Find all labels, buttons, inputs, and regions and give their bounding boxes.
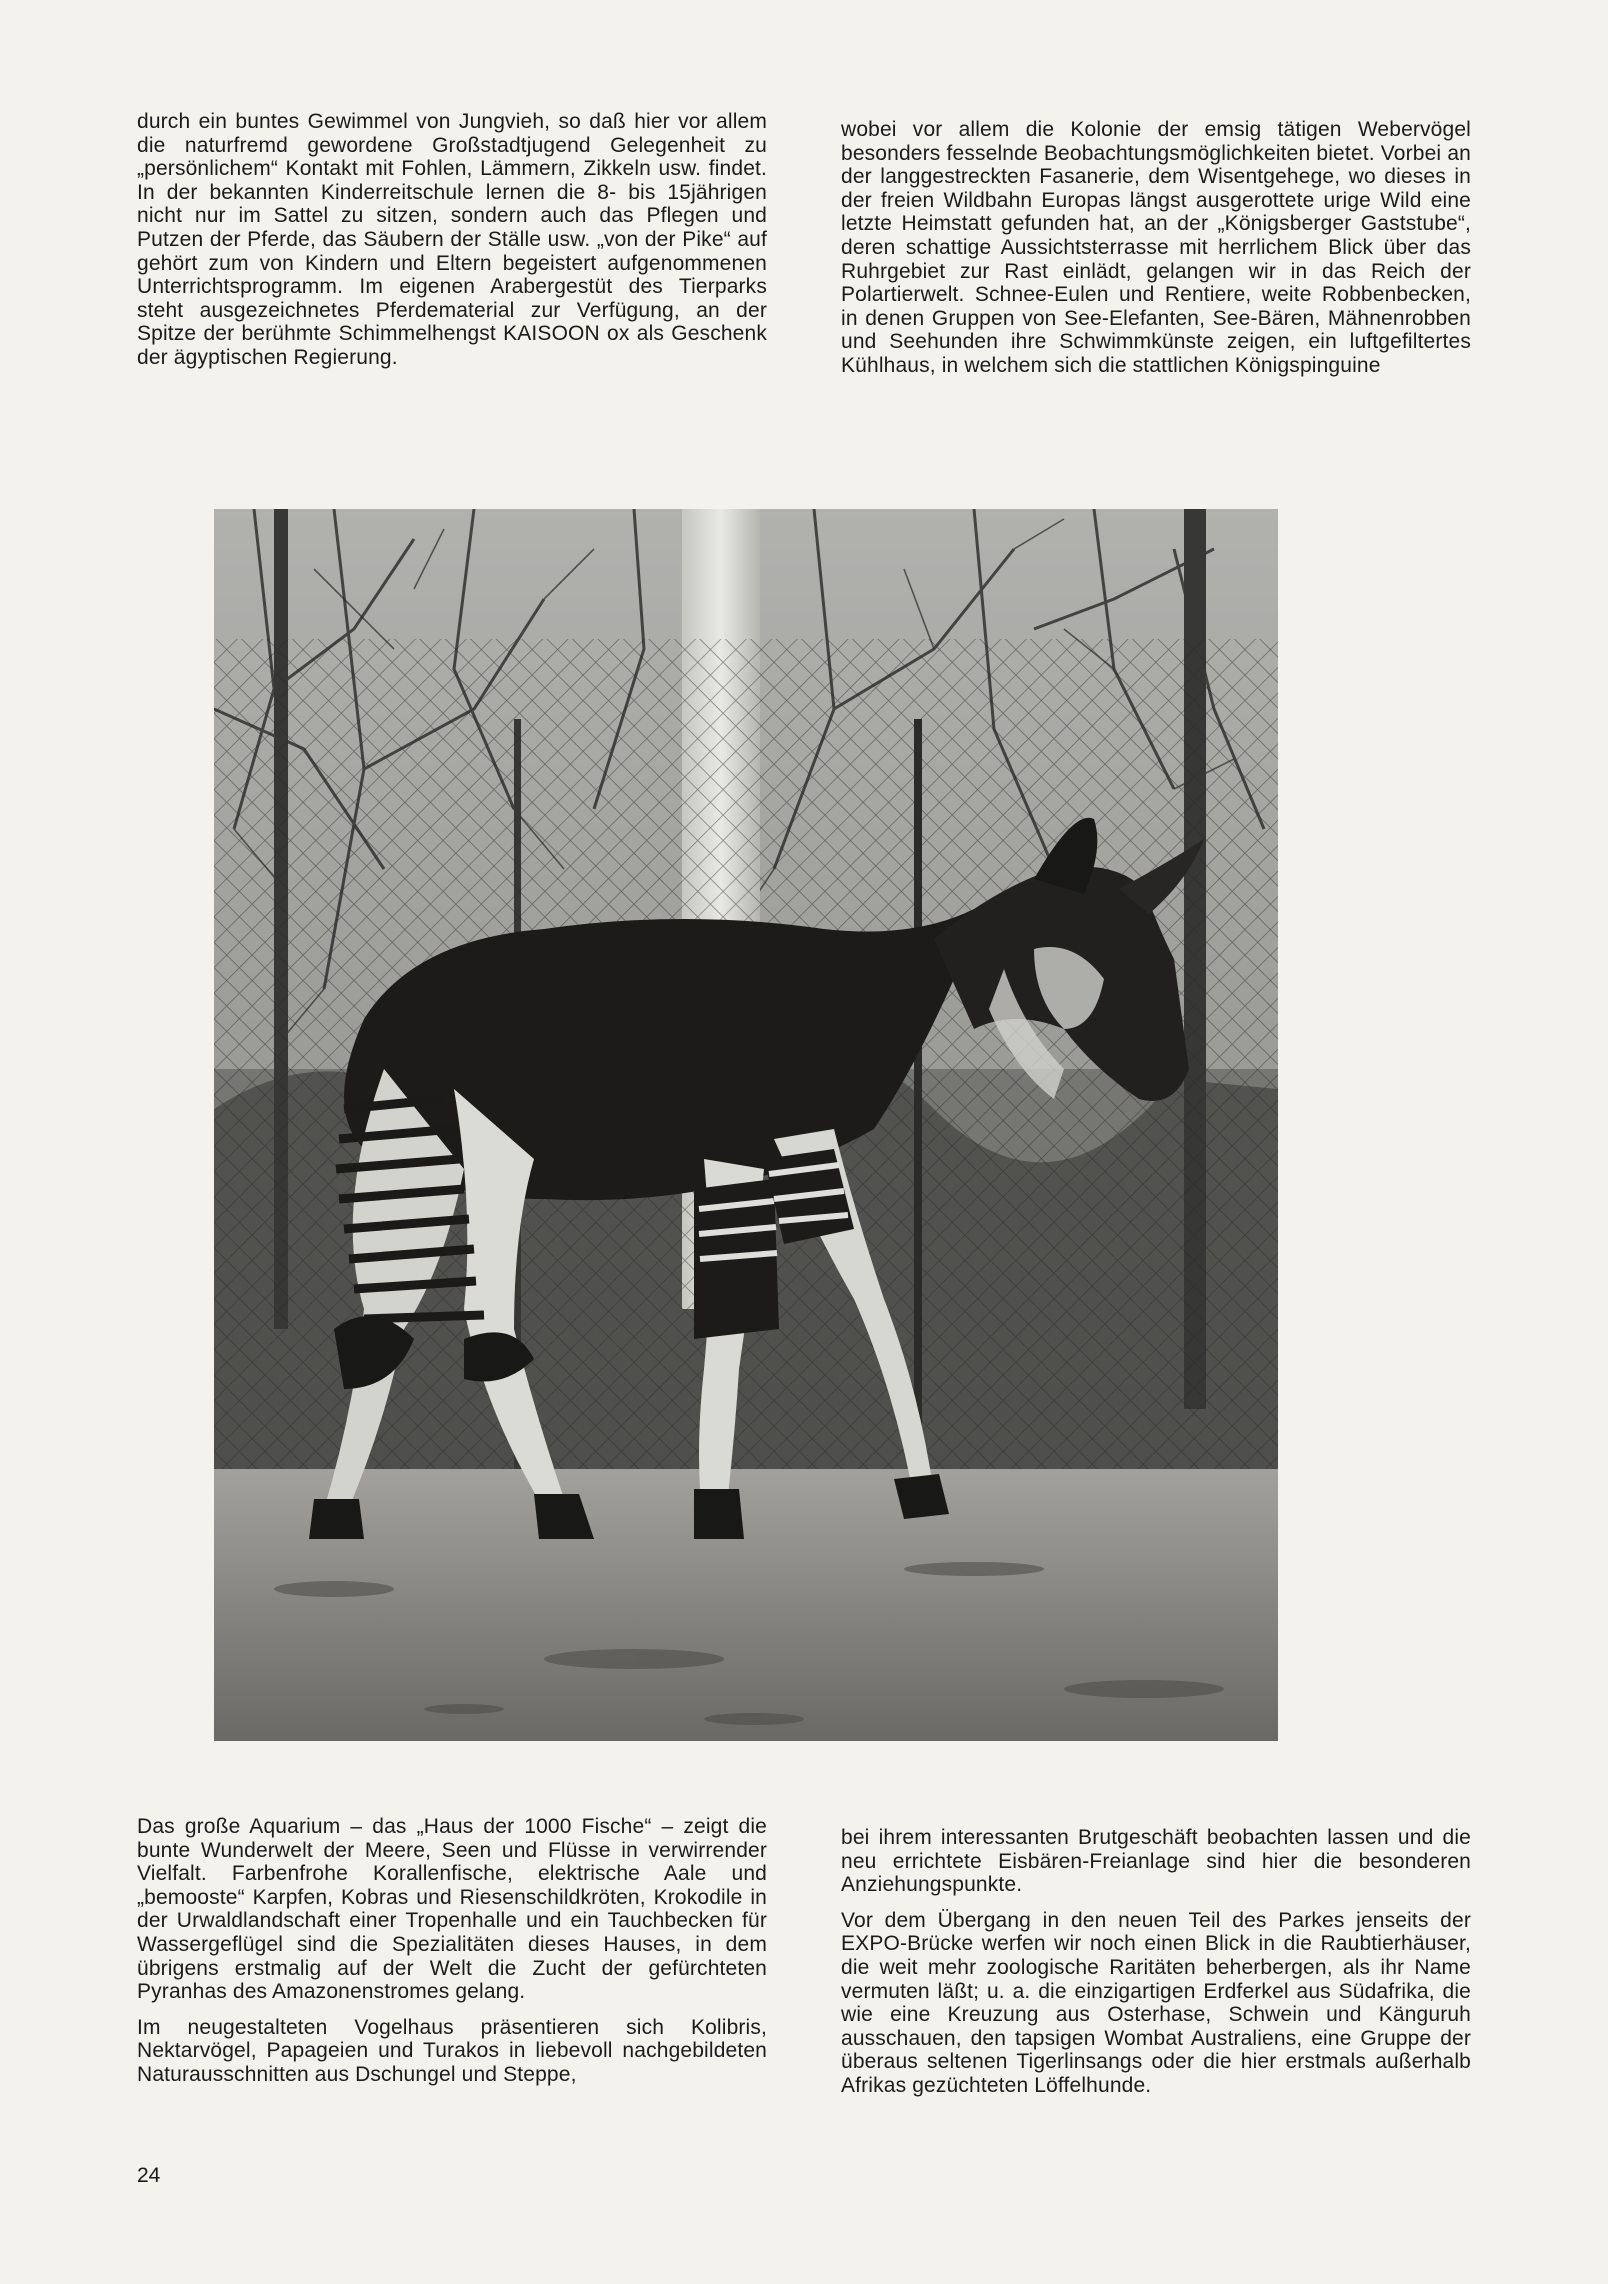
text-column-bottom-left <box>137 1815 767 2087</box>
paragraph: Das große Aquarium – das „Haus der 1000 Fische“ – zeigt die bunte Wunderwelt der Meere, Seen und Flüsse in verwirrender Vielfalt. Farbenfrohe Korallenfische, elektrische Aale und „bemooste“ Karpfen, Kobras und Riesenschildkröten, Krokodile in der Urwaldlandschaft einer Tropenhalle und ein Tauchbecken für Wassergeflügel sind die Spezialitäten dieses Hauses, in dem übrigens erstmalig auf der Welt die Zucht der gefürchteten Pyranhas des Amazonenstromes gelang. <box>137 1815 767 2004</box>
okapi-photo <box>214 509 1278 1741</box>
text-column-bottom-right <box>841 1826 1471 2098</box>
paragraph: durch ein buntes Gewimmel von Jungvieh, so daß hier vor allem die naturfremd gewordene Großstadtjugend Gelegenheit zu „persönlichem“ Kontakt mit Fohlen, Lämmern, Zikkeln usw. findet. In der bekannten Kinderreitschule lernen die 8- bis 15jährigen nicht nur im Sattel zu sitzen, sondern auch das Pflegen und Putzen der Pferde, das Säubern der Ställe usw. „von der Pike“ auf gehört zum von Kindern und Eltern begeistert aufgenommenen Unterrichtsprogramm. Im eigenen Arabergestüt des Tierparks steht ausgezeichnetes Pferdematerial zur Verfügung, an der Spitze der berühmte Schimmelhengst KAISOON ox als Geschenk der ägyptischen Regierung. <box>137 110 767 369</box>
paragraph: bei ihrem interessanten Brutgeschäft beobachten lassen und die neu errichtete Eisbären-Freianlage sind hier die besonderen Anziehungspunkte. <box>841 1826 1471 1897</box>
paragraph: Im neugestalteten Vogelhaus präsentieren sich Kolibris, Nektarvögel, Papageien und Turakos in liebevoll nachgebildeten Naturausschnitten aus Dschungel und Steppe, <box>137 2015 767 2086</box>
text-column-top-left <box>137 110 767 370</box>
text-column-top-right <box>841 118 1471 378</box>
paragraph: Vor dem Übergang in den neuen Teil des Parkes jenseits der EXPO-Brücke werfen wir noch einen Blick in die Raubtierhäuser, die weit mehr zoologische Raritäten beherbergen, als ihr Name vermuten läßt; u. a. die einzigartigen Erdferkel aus Südafrika, die wie eine Kreuzung aus Osterhase, Schwein und Känguruh ausschauen, den tapsigen Wombat Australiens, eine Gruppe der überaus seltenen Tigerlinsangs oder die hier erstmals außerhalb Afrikas gezüchteten Löffelhunde. <box>841 1908 1471 2097</box>
paragraph: wobei vor allem die Kolonie der emsig tätigen Webervögel besonders fesselnde Beobachtungsmöglichkeiten bietet. Vorbei an der langgestreckten Fasanerie, dem Wisentgehege, wo dieses in der freien Wildbahn Europas längst ausgerottete urige Wild eine letzte Heimstatt gefunden hat, an der „Königsberger Gaststube“, deren schattige Aussichtsterrasse mit herrlichem Blick über das Ruhrgebiet zur Rast einlädt, gelangen wir in das Reich der Polartierwelt. Schnee-Eulen und Rentiere, weite Robbenbecken, in denen Gruppen von See-Elefanten, See-Bären, Mähnenrobben und Seehunden ihre Schwimmkünste zeigen, ein luftgefiltertes Kühlhaus, in welchem sich die stattlichen Königspinguine <box>841 118 1471 377</box>
page-number: 24 <box>137 2164 161 2187</box>
